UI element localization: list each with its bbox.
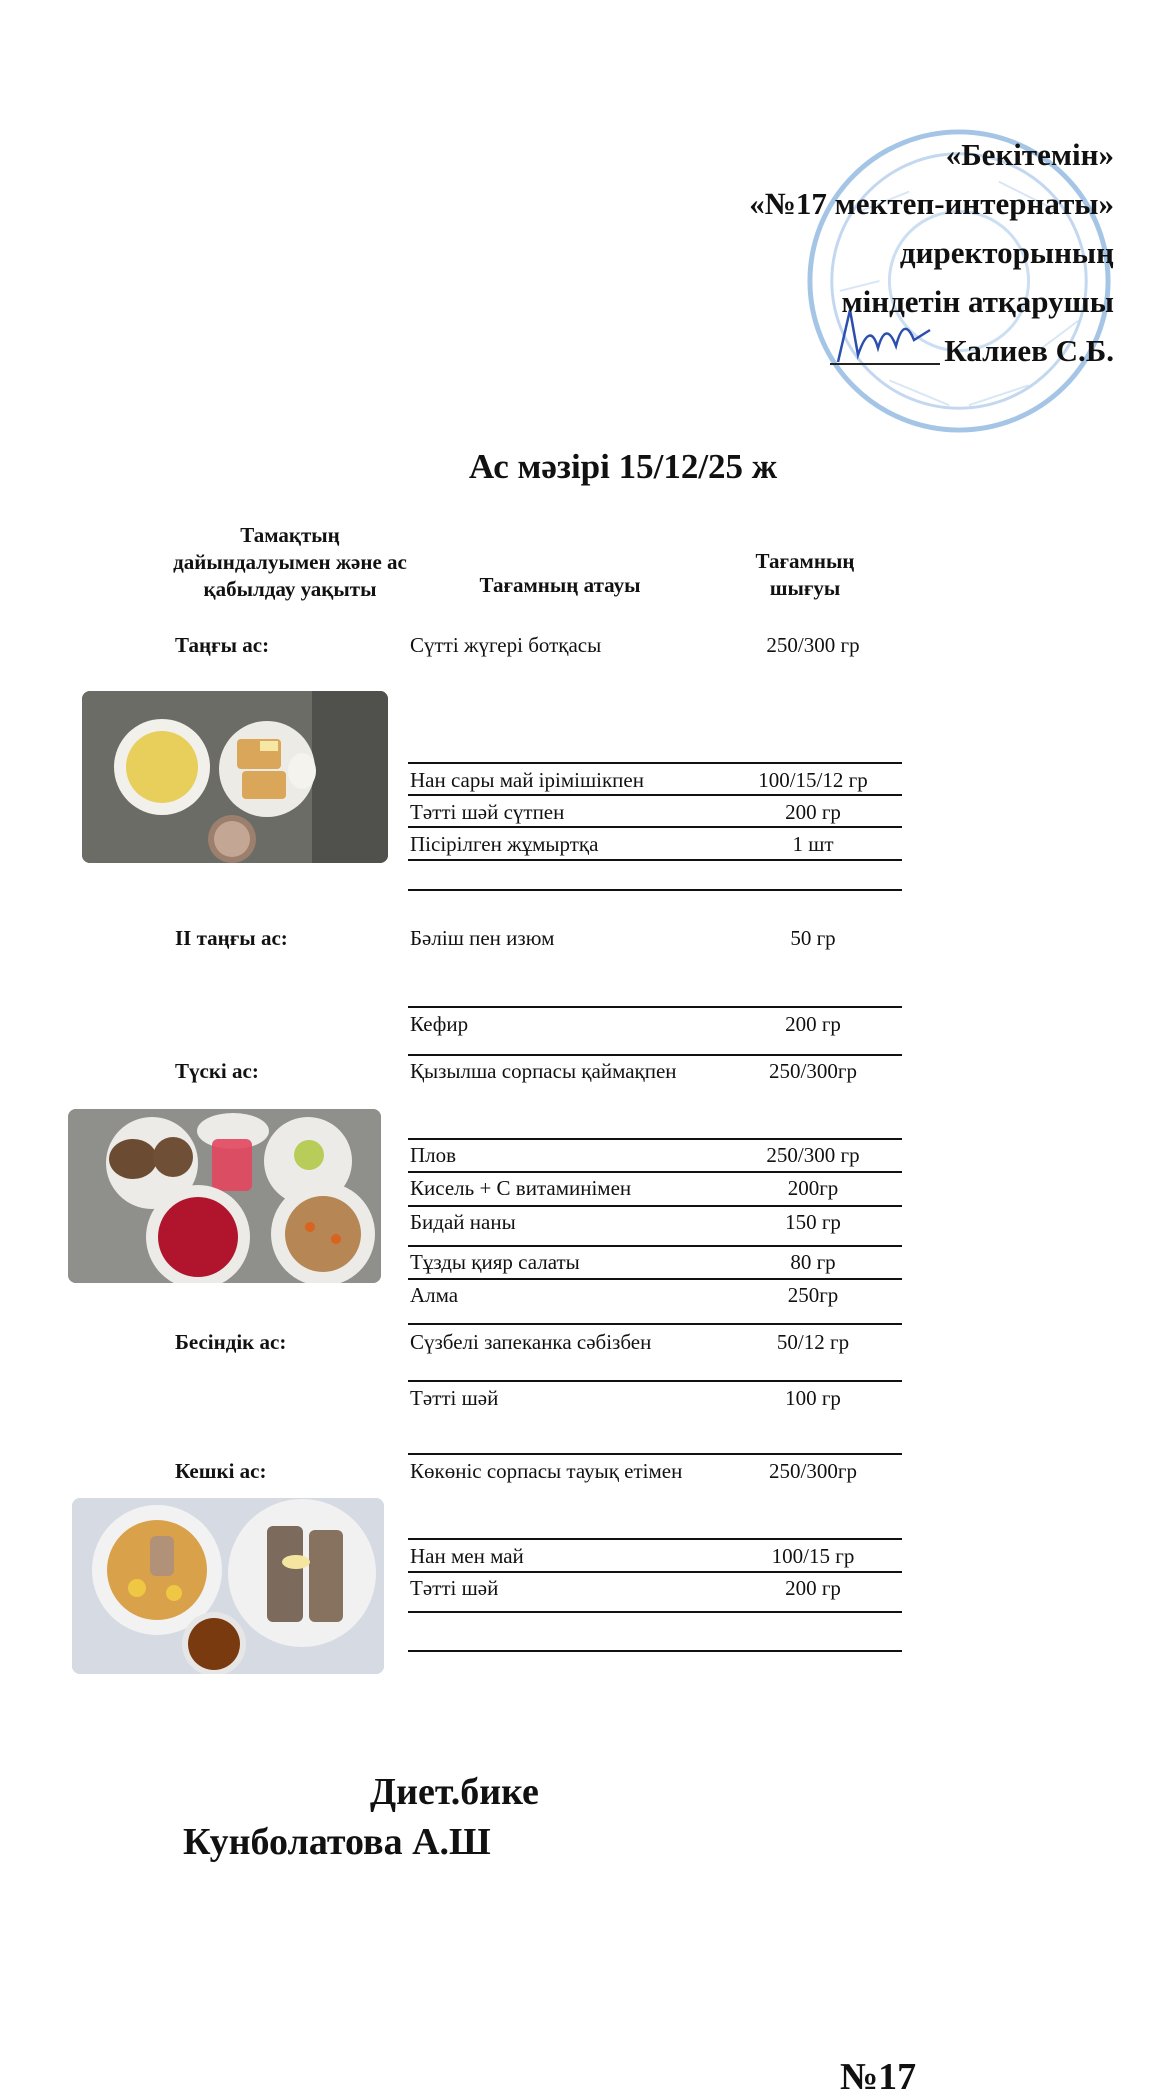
dietitian-role: Диет.бике (370, 1771, 539, 1813)
table-rule (408, 1611, 902, 1613)
menu-row (408, 1455, 902, 1487)
header-dish-name: Тағамның атауы (479, 573, 641, 597)
approval-line-2: «№17 мектеп-интернаты» (749, 186, 1114, 221)
dish-amount: 50 гр (790, 926, 836, 950)
dish-amount: 1 шт (792, 832, 834, 856)
dish-amount: 200 гр (785, 1012, 841, 1036)
breakfast-photo (82, 691, 388, 863)
header-yield: Тағамның шығуы (755, 549, 855, 600)
menu-row (408, 764, 902, 796)
page-title: Ас мәзірі 15/12/25 ж (468, 447, 778, 486)
approval-line-4: міндетін атқарушы (841, 284, 1114, 319)
dish-amount: 100/15/12 гр (758, 768, 868, 792)
dish-name: Сүзбелі запеканка сәбізбен (410, 1330, 652, 1354)
table-rule (408, 1323, 902, 1325)
dish-amount: 80 гр (790, 1250, 836, 1274)
approval-line-1: «Бекітемін» (945, 137, 1114, 172)
dish-name: Бидай наны (410, 1210, 516, 1234)
dietitian-name: Кунболатова А.Ш (183, 1821, 491, 1863)
approval-line-3: директорының (899, 235, 1114, 270)
dish-name: Тәтті шәй (410, 1386, 499, 1410)
dish-name: Нан сары май ірімішікпен (410, 768, 644, 792)
dish-name: Сүтті жүгері ботқасы (410, 633, 602, 657)
menu-row (408, 1279, 902, 1311)
table-rule (408, 1650, 902, 1652)
menu-row (408, 922, 902, 954)
dish-amount: 50/12 гр (776, 1330, 850, 1354)
table-rule (408, 859, 902, 861)
dish-amount: 200 гр (785, 1576, 841, 1600)
dish-name: Плов (410, 1143, 457, 1167)
dish-name: Қызылша сорпасы қаймақпен (410, 1059, 677, 1083)
dish-name: Алма (410, 1283, 459, 1307)
menu-row (408, 629, 902, 661)
menu-row (408, 1246, 902, 1278)
menu-row (408, 1572, 902, 1604)
dish-name: Нан мен май (410, 1544, 524, 1568)
meal-snack: Бесіндік ас: (175, 1330, 287, 1354)
dinner-photo (72, 1498, 384, 1674)
table-rule (408, 889, 902, 891)
menu-row (408, 1055, 902, 1087)
dish-amount: 150 гр (785, 1210, 841, 1234)
dish-name: Пісірілген жұмыртқа (410, 832, 599, 856)
dish-name: Кефир (410, 1012, 469, 1036)
menu-row (408, 1008, 902, 1040)
next-page-heading-partial: №17 (840, 2056, 917, 2098)
dish-amount: 100 гр (785, 1386, 841, 1410)
lunch-photo (68, 1109, 381, 1283)
menu-row (408, 1206, 902, 1238)
meal-second-breakfast: ІІ таңғы ас: (175, 926, 288, 950)
meal-lunch: Түскі ас: (175, 1059, 259, 1083)
dish-amount: 200гр (787, 1176, 839, 1200)
approval-block (554, 130, 1114, 375)
dish-amount: 200 гр (785, 800, 841, 824)
dish-name: Бәліш пен изюм (410, 926, 555, 950)
dish-amount: 250гр (787, 1283, 839, 1307)
dish-amount: 250/300 гр (766, 1143, 860, 1167)
dish-name: Кисель + С витаминімен (410, 1176, 632, 1200)
approval-line-5: Калиев С.Б. (944, 333, 1114, 368)
dish-amount: 250/300гр (769, 1059, 857, 1083)
menu-row (408, 796, 902, 828)
menu-row (408, 1540, 902, 1572)
menu-row (408, 1326, 902, 1358)
menu-row (408, 828, 902, 860)
menu-row (408, 1139, 902, 1171)
meal-dinner: Кешкі ас: (175, 1459, 267, 1483)
dish-amount: 250/300гр (769, 1459, 857, 1483)
dish-name: Тәтті шәй (410, 1576, 499, 1600)
header-time: Тамақтың дайындалуымен және ас қабылдау уақыты (173, 523, 407, 601)
dish-amount: 250/300 гр (766, 633, 860, 657)
dish-name: Көкөніс сорпасы тауық етімен (410, 1459, 683, 1483)
dish-amount: 100/15 гр (771, 1544, 855, 1568)
menu-row (408, 1172, 902, 1204)
dish-name: Тәтті шәй сүтпен (410, 800, 565, 824)
menu-row (408, 1382, 902, 1414)
meal-breakfast: Таңғы ас: (175, 633, 270, 657)
dish-name: Тұзды қияр салаты (410, 1250, 580, 1274)
